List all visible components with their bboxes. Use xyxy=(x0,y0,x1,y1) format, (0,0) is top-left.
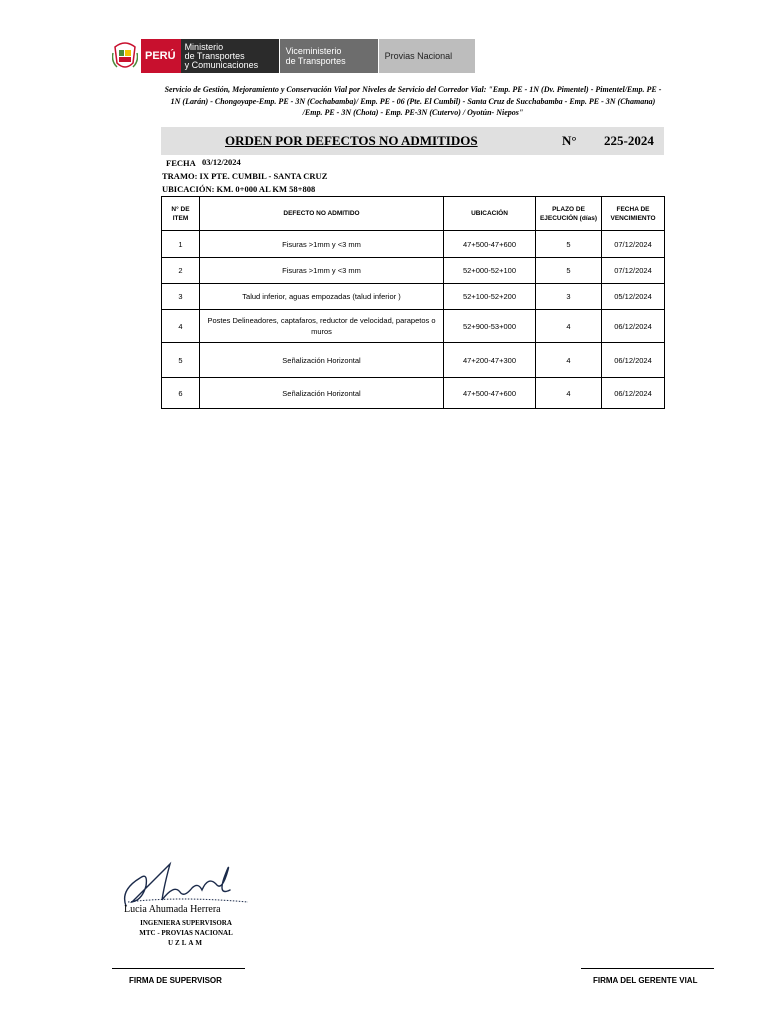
cell-vencimiento: 06/12/2024 xyxy=(602,310,665,343)
supervisor-signature-line xyxy=(112,968,245,969)
viceministerio-line: Viceministerio xyxy=(285,46,342,56)
fecha-label: FECHA xyxy=(166,158,196,168)
peru-label: PERÚ xyxy=(141,39,181,73)
cell-vencimiento: 06/12/2024 xyxy=(602,378,665,409)
header-logo-bar xyxy=(111,39,475,73)
cell-ubicacion: 52+100-52+200 xyxy=(444,284,536,310)
header-vencimiento: FECHA DE VENCIMIENTO xyxy=(602,197,665,231)
cell-plazo: 4 xyxy=(536,378,602,409)
table-header-row xyxy=(162,197,665,231)
cell-defecto: Señalización Horizontal xyxy=(200,343,444,378)
ubicacion-text: UBICACIÓN: KM. 0+000 AL KM 58+808 xyxy=(162,184,316,194)
viceministerio-line: de Transportes xyxy=(285,56,346,66)
order-title: ORDEN POR DEFECTOS NO ADMITIDOS xyxy=(225,133,478,148)
cell-item: 1 xyxy=(162,231,200,258)
table-row xyxy=(162,284,665,310)
table-row xyxy=(162,378,665,409)
cell-vencimiento: 06/12/2024 xyxy=(602,343,665,378)
cell-item: 6 xyxy=(162,378,200,409)
order-number: 225-2024 xyxy=(604,133,654,148)
cell-defecto: Postes Delineadores, captafaros, reductor de velocidad, parapetos o muros xyxy=(200,310,444,343)
header-defecto: DEFECTO NO ADMITIDO xyxy=(200,197,444,231)
cell-ubicacion: 47+500-47+600 xyxy=(444,231,536,258)
signature-stamp xyxy=(126,918,246,948)
fecha-value: 03/12/2024 xyxy=(202,157,241,167)
cell-ubicacion: 52+000-52+100 xyxy=(444,258,536,284)
ministerio-line: Ministerio xyxy=(184,41,224,52)
service-description: Servicio de Gestión, Mejoramiento y Conservación Vial por Niveles de Servicio del Corredor Vial: "Emp. PE - 1N (Dv. Pimentel) - Pimentel/Emp. PE - 1N (Larán) - Chongoyape-Emp. PE - 3N (Cochabamba)/ Emp. PE - 06 (Pte. El Cumbil) - Santa Cruz de Succhabamba - Emp. PE - 3N (Chamana) /Emp. PE - 3N (Chota) - Emp. PE-3N (Cutervo) / Oyotún- Niepos" xyxy=(164,85,662,117)
signature-name: Lucia Ahumada Herrera xyxy=(124,904,221,915)
cell-defecto: Señalización Horizontal xyxy=(200,378,444,409)
order-number-label: N° xyxy=(562,133,577,148)
cell-defecto: Fisuras >1mm y <3 mm xyxy=(200,231,444,258)
cell-ubicacion: 52+900-53+000 xyxy=(444,310,536,343)
viceministerio-block xyxy=(279,39,378,73)
ministerio-line: y Comunicaciones xyxy=(184,59,259,70)
table-row xyxy=(162,231,665,258)
cell-ubicacion: 47+500-47+600 xyxy=(444,378,536,409)
provias-block: Provias Nacional xyxy=(378,39,475,73)
cell-defecto: Talud inferior, aguas empozadas (talud inferior ) xyxy=(200,284,444,310)
signature-title: INGENIERA SUPERVISORA xyxy=(140,919,232,927)
coat-of-arms-icon xyxy=(111,39,139,73)
signature-organization: MTC - PROVIAS NACIONAL xyxy=(139,929,233,937)
signature-unit: UZLAM xyxy=(167,939,205,947)
ministerio-block xyxy=(181,39,279,73)
defects-table xyxy=(161,196,665,409)
table-row xyxy=(162,343,665,378)
cell-vencimiento: 05/12/2024 xyxy=(602,284,665,310)
cell-plazo: 5 xyxy=(536,231,602,258)
cell-plazo: 4 xyxy=(536,343,602,378)
header-ubicacion: UBICACIÓN xyxy=(444,197,536,231)
tramo-text: TRAMO: IX PTE. CUMBIL - SANTA CRUZ xyxy=(162,171,328,181)
cell-ubicacion: 47+200-47+300 xyxy=(444,343,536,378)
cell-vencimiento: 07/12/2024 xyxy=(602,231,665,258)
table-row xyxy=(162,258,665,284)
cell-plazo: 5 xyxy=(536,258,602,284)
cell-item: 2 xyxy=(162,258,200,284)
gerente-signature-line xyxy=(581,968,714,969)
cell-vencimiento: 07/12/2024 xyxy=(602,258,665,284)
cell-item: 4 xyxy=(162,310,200,343)
cell-defecto: Fisuras >1mm y <3 mm xyxy=(200,258,444,284)
cell-plazo: 3 xyxy=(536,284,602,310)
cell-plazo: 4 xyxy=(536,310,602,343)
supervisor-signature-label: FIRMA DE SUPERVISOR xyxy=(129,976,222,985)
table-row xyxy=(162,310,665,343)
header-plazo: PLAZO DE EJECUCIÓN (días) xyxy=(536,197,602,231)
gerente-signature-label: FIRMA DEL GERENTE VIAL xyxy=(593,976,698,985)
ministerio-line: de Transportes xyxy=(184,50,245,61)
cell-item: 3 xyxy=(162,284,200,310)
header-item: N° DE ITEM xyxy=(162,197,200,231)
cell-item: 5 xyxy=(162,343,200,378)
